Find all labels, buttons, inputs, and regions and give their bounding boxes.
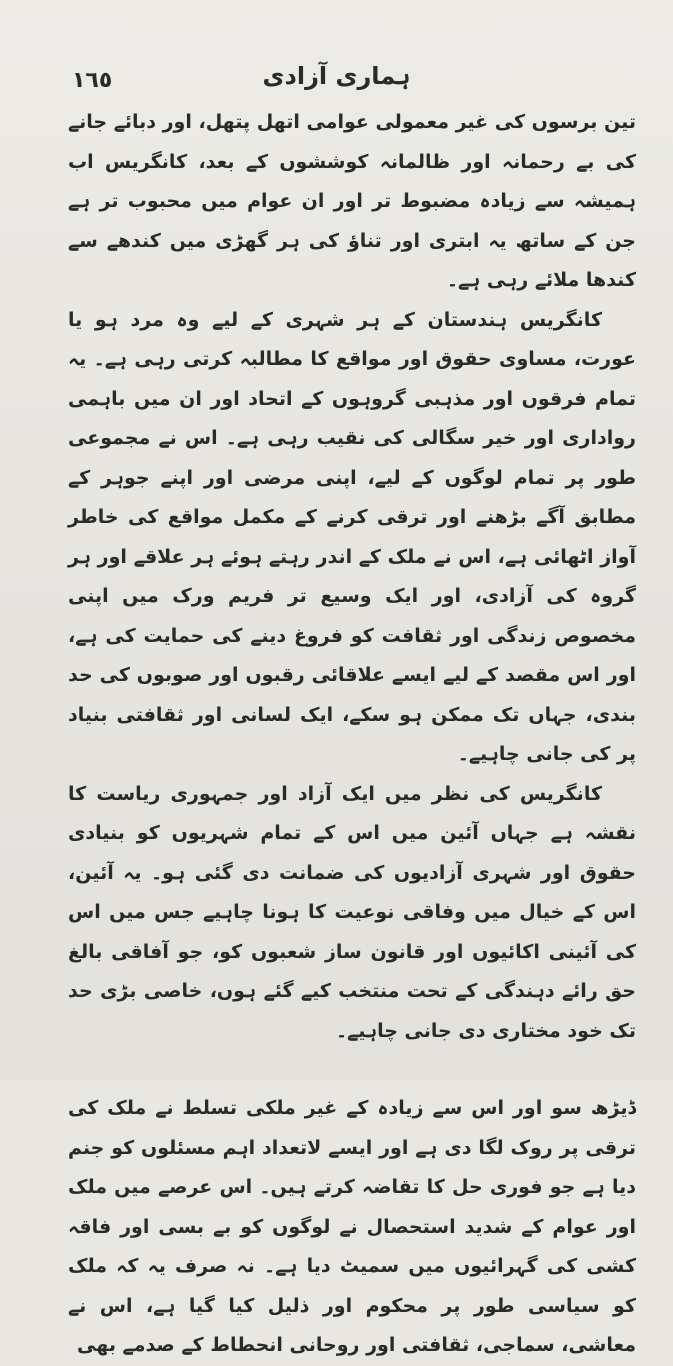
paragraph-3: کانگریس کی نظر میں ایک آزاد اور جمہوری ریاست کا نقشہ ہے جہاں آئین میں اس کے تمام شہریوں کو بنیادی حقوق اور شہری آزادیوں کی ضمانت دی گئی ہو۔ یہ آئین، اس کے خیال میں وفاقی نوعیت کا ہونا چاہیے جس میں اس کی آئینی اکائیوں اور قانون ساز شعبوں کو، جو آفاقی بالغ حق رائے دہندگی کے تحت منتخب کیے گئے ہوں، خاصی بڑی حد تک خود مختاری دی جانی چاہیے۔ — [68, 782, 636, 1042]
page-number: ١٦٥ — [72, 68, 113, 93]
page-header — [0, 58, 673, 98]
paragraph-4: ڈیڑھ سو اور اس سے زیادہ کے غیر ملکی تسلط نے ملک کی ترقی پر روک لگا دی ہے اور ایسے لاتعداد اہم مسئلوں کو جنم دیا ہے جو فوری حل کا تقاضہ کرتے ہیں۔ اس عرصے میں ملک اور عوام کے شدید استحصال نے لوگوں کو بے بسی اور فاقہ کشی کی گہرائیوں میں سمیٹ دیا ہے۔ نہ صرف یہ کہ ملک کو سیاسی طور پر محکوم اور ذلیل کیا گیا ہے، اس نے معاشی، سماجی، ثقافتی اور روحانی انحطاط کے صدمے بھی — [68, 1097, 636, 1356]
page-body — [68, 103, 636, 1366]
running-title: ہماری آزادی — [262, 62, 411, 90]
paragraph-2: کانگریس ہندستان کے ہر شہری کے لیے وہ مرد ہو یا عورت، مساوی حقوق اور مواقع کا مطالبہ کرتی رہی ہے۔ یہ تمام فرقوں اور مذہبی گروہوں کے اتحاد اور ان میں باہمی رواداری اور خیر سگالی کی نقیب رہی ہے۔ اس نے مجموعی طور پر تمام لوگوں کے لیے، اپنی مرضی اور اپنے جوہر کے مطابق آگے بڑھنے اور ترقی کرنے کے مکمل مواقع کی خاطر آواز اٹھائی ہے، اس نے ملک کے اندر رہتے ہوئے ہر علاقے اور ہر گروہ کی آزادی، اور ایک وسیع تر فریم ورک میں اپنی مخصوص زندگی اور ثقافت کو فروغ دینے کی حمایت کی ہے، اور اس مقصد کے لیے ایسے علاقائی رقبوں اور صوبوں کی حد بندی، جہاں تک ممکن ہو سکے، ایک لسانی اور ثقافتی بنیاد پر کی جانی چاہیے۔ — [68, 308, 636, 765]
paragraph-1: تین برسوں کی غیر معمولی عوامی اتھل پتھل، اور دبائے جانے کی بے رحمانہ اور ظالمانہ کوششوں کے بعد، کانگریس اب ہمیشہ سے زیادہ مضبوط تر اور ان عوام میں محبوب تر ہے جن کے ساتھ یہ ابتری اور تناؤ کی ہر گھڑی میں کندھے سے کندھا ملائے رہی ہے۔ — [67, 111, 636, 291]
